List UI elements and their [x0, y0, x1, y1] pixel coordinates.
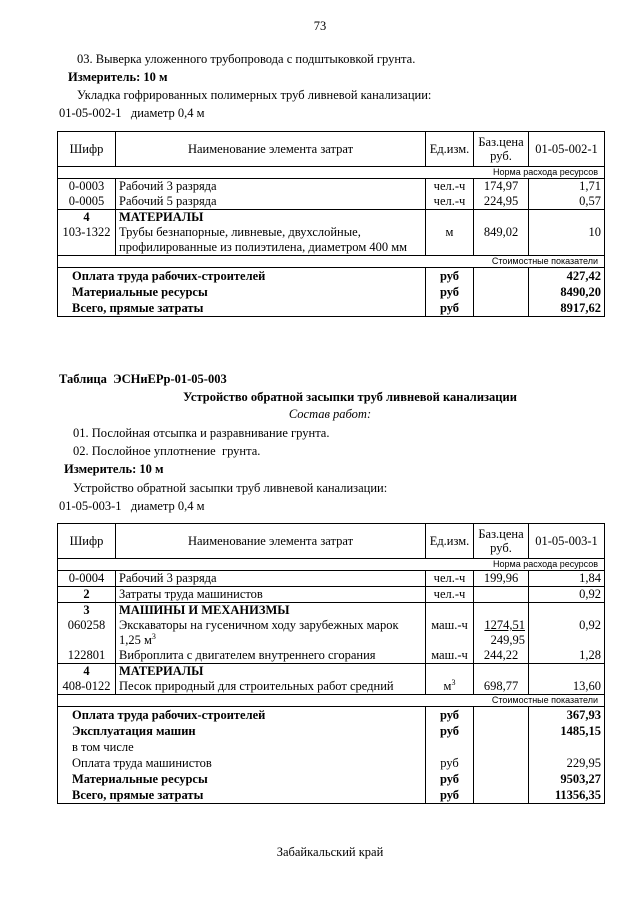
- summary-row: [58, 284, 605, 300]
- row-code: 2: [58, 587, 116, 603]
- summary-unit: руб: [426, 755, 474, 771]
- summary-unit: руб: [426, 723, 474, 739]
- row-unit: $м^3$: [426, 679, 474, 695]
- summary-unit: руб: [426, 300, 474, 317]
- work-item-02: 02. Послойное уплотнение грунта.: [73, 444, 261, 458]
- header-unit: Ед.изм.: [426, 524, 474, 559]
- summary-row: [58, 739, 605, 755]
- group-name: МАШИНЫ И МЕХАНИЗМЫ: [116, 603, 426, 619]
- group-code: 4: [58, 664, 116, 680]
- header-norm-code: 01-05-003-1: [529, 524, 605, 559]
- row-code: 103-1322: [58, 225, 116, 256]
- header-name: Наименование элемента затрат: [116, 524, 426, 559]
- summary-row: [58, 707, 605, 724]
- row-value: 0,92: [529, 618, 605, 648]
- row-value: 0,92: [529, 587, 605, 603]
- summary-label: Всего, прямые затраты: [58, 300, 426, 317]
- summary-row: [58, 268, 605, 285]
- measure-unit-1: Измеритель: 10 м: [68, 70, 168, 84]
- summary-value: 8917,62: [529, 300, 605, 317]
- norm-caption: Норма расхода ресурсов: [58, 559, 605, 571]
- row-unit: маш.-ч: [426, 648, 474, 664]
- composition-caption: Состав работ:: [288, 407, 372, 421]
- table-row: [58, 603, 605, 619]
- row-name: Рабочий 3 разряда: [116, 179, 426, 195]
- table-row: [58, 648, 605, 664]
- row-value: 1,71: [529, 179, 605, 195]
- table-row: [58, 571, 605, 587]
- summary-unit: руб: [426, 268, 474, 285]
- row-price: 244,22: [474, 648, 529, 664]
- row-code: 122801: [58, 648, 116, 664]
- estimate-table-1: [57, 131, 605, 317]
- table-row: [58, 210, 605, 226]
- header-unit: Ед.изм.: [426, 132, 474, 167]
- row-code: 0-0005: [58, 194, 116, 210]
- row-unit: чел.-ч: [426, 571, 474, 587]
- row-value: 1,84: [529, 571, 605, 587]
- row-name: Затраты труда машинистов: [116, 587, 426, 603]
- row-name: Рабочий 3 разряда: [116, 571, 426, 587]
- summary-value: 11356,35: [529, 787, 605, 804]
- row-value: 0,57: [529, 194, 605, 210]
- work-item-01: 01. Послойная отсыпка и разравнивание грунта.: [73, 426, 330, 440]
- row-code: 408-0122: [58, 679, 116, 695]
- row-unit: чел.-ч: [426, 179, 474, 195]
- row-price: 698,77: [474, 679, 529, 695]
- header-norm-code: 01-05-002-1: [529, 132, 605, 167]
- summary-row: [58, 771, 605, 787]
- row-price: 1274,51 249,95: [474, 618, 529, 648]
- row-code: 060258: [58, 618, 116, 648]
- page-footer-region: Забайкальский край: [276, 845, 384, 859]
- header-code: Шифр: [58, 524, 116, 559]
- cost-caption: Стоимостные показатели: [58, 695, 605, 707]
- work-description-2: Устройство обратной засыпки труб ливневой канализации:: [73, 481, 388, 495]
- work-description-1: Укладка гофрированных полимерных труб ливневой канализации:: [77, 88, 432, 102]
- header-code: Шифр: [58, 132, 116, 167]
- row-name: Виброплита с двигателем внутреннего сгорания: [116, 648, 426, 664]
- section-heading: Устройство обратной засыпки труб ливневой канализации: [183, 390, 517, 404]
- summary-value: 8490,20: [529, 284, 605, 300]
- summary-unit: руб: [426, 284, 474, 300]
- group-name: МАТЕРИАЛЫ: [116, 664, 426, 680]
- resource-code-line-1: 01-05-002-1 диаметр 0,4 м: [59, 106, 205, 120]
- summary-label: Оплата труда машинистов: [58, 755, 426, 771]
- summary-row: [58, 723, 605, 739]
- summary-row: [58, 755, 605, 771]
- group-name: МАТЕРИАЛЫ: [116, 210, 426, 226]
- header-price: Баз.цена руб.: [474, 132, 529, 167]
- row-value: 1,28: [529, 648, 605, 664]
- row-code: 0-0003: [58, 179, 116, 195]
- header-price: Баз.цена руб.: [474, 524, 529, 559]
- group-code: 3: [58, 603, 116, 619]
- table-title: Таблица ЭСНиЕРр-01-05-003: [59, 372, 227, 386]
- summary-label: Оплата труда рабочих-строителей: [58, 268, 426, 285]
- summary-label: в том числе: [58, 739, 426, 755]
- row-unit: маш.-ч: [426, 618, 474, 648]
- cost-caption: Стоимостные показатели: [58, 256, 605, 268]
- header-name: Наименование элемента затрат: [116, 132, 426, 167]
- summary-unit: руб: [426, 707, 474, 724]
- table-row: [58, 587, 605, 603]
- page-number: 73: [313, 19, 327, 33]
- summary-row: [58, 300, 605, 317]
- row-unit: чел.-ч: [426, 194, 474, 210]
- summary-label: Оплата труда рабочих-строителей: [58, 707, 426, 724]
- row-code: 0-0004: [58, 571, 116, 587]
- row-name: Трубы безнапорные, ливневые, двухслойные, профилированные из полиэтилена, диаметром 400 мм: [116, 225, 426, 256]
- table-row: [58, 225, 605, 256]
- summary-label: Материальные ресурсы: [58, 771, 426, 787]
- row-unit: м: [426, 225, 474, 256]
- summary-label: Материальные ресурсы: [58, 284, 426, 300]
- row-unit: чел.-ч: [426, 587, 474, 603]
- summary-value: 367,93: [529, 707, 605, 724]
- summary-label: Эксплуатация машин: [58, 723, 426, 739]
- row-price: 849,02: [474, 225, 529, 256]
- row-price: 199,96: [474, 571, 529, 587]
- summary-value: 1485,15: [529, 723, 605, 739]
- row-value: 10: [529, 225, 605, 256]
- summary-row: [58, 787, 605, 804]
- table-row: [58, 194, 605, 210]
- row-price: 224,95: [474, 194, 529, 210]
- table-row: [58, 679, 605, 695]
- row-name: Экскаваторы на гусеничном ходу зарубежных марок 1,25 $м^3$: [116, 618, 426, 648]
- summary-value: 427,42: [529, 268, 605, 285]
- summary-label: Всего, прямые затраты: [58, 787, 426, 804]
- table-row: [58, 618, 605, 648]
- estimate-table-2: [57, 523, 605, 804]
- summary-unit: руб: [426, 787, 474, 804]
- row-price: 174,97: [474, 179, 529, 195]
- table-row: [58, 664, 605, 680]
- summary-value: 9503,27: [529, 771, 605, 787]
- summary-unit: руб: [426, 771, 474, 787]
- row-name: Рабочий 5 разряда: [116, 194, 426, 210]
- row-name: Песок природный для строительных работ средний: [116, 679, 426, 695]
- summary-value: 229,95: [529, 755, 605, 771]
- row-value: 13,60: [529, 679, 605, 695]
- group-code: 4: [58, 210, 116, 226]
- resource-code-line-2: 01-05-003-1 диаметр 0,4 м: [59, 499, 205, 513]
- table-row: [58, 179, 605, 195]
- norm-caption: Норма расхода ресурсов: [58, 167, 605, 179]
- work-item-03: 03. Выверка уложенного трубопровода с подштыковкой грунта.: [77, 52, 416, 66]
- measure-unit-2: Измеритель: 10 м: [64, 462, 164, 476]
